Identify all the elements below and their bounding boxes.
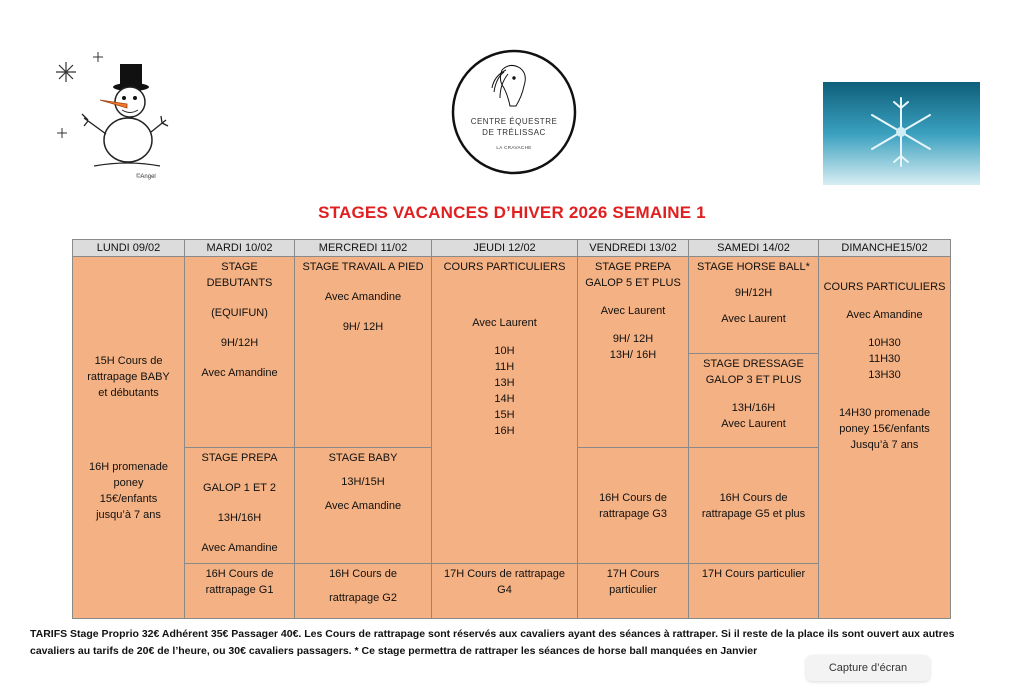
cell-line: 13H/16H [731,402,776,414]
cell-line: STAGE TRAVAIL A PIED [302,261,424,273]
cell-line: STAGE BABY [328,452,398,464]
cell-line: Avec Laurent [721,313,786,325]
cell-samedi-stage-dressage [689,354,819,448]
cell-line: STAGE DRESSAGE [703,358,804,370]
day-header-mardi: MARDI 10/02 [185,240,295,257]
snowman-illustration [48,48,176,188]
cell-line: GALOP 5 ET PLUS [585,277,681,289]
cell-mercredi-travail-a-pied [295,257,432,448]
cell-line: 16H Cours de [329,568,397,580]
cell-line: Avec Amandine [324,291,402,303]
cell-line: STAGE DEBUTANTS [206,261,273,289]
cell-line: 16H [494,425,515,437]
cell-line: Avec Amandine [201,542,278,554]
cell-line: 9H/12H [220,337,259,349]
cell-line: 11H30 [868,353,901,365]
cell-line: (EQUIFUN) [211,307,268,319]
cell-line: Avec Laurent [600,305,666,317]
screenshot-capture-label[interactable]: Capture d’écran [806,655,930,681]
cell-line: particulier [609,584,657,596]
cell-line: 15H [494,409,515,421]
cell-line: rattrapage G1 [205,584,274,596]
day-header-vendredi: VENDREDI 13/02 [578,240,689,257]
snowflake-small-icon [56,62,76,82]
snowflake-photo [823,82,980,185]
cell-line: rattrapage G3 [599,507,667,520]
cell-samedi-horse-ball [689,257,819,354]
cell-samedi-rattrapage-g5 [689,448,819,564]
cell-jeudi-rattrapage-g4 [432,564,578,619]
cell-line: 16H Cours de [205,568,274,580]
day-header-jeudi: JEUDI 12/02 [432,240,578,257]
cell-samedi-cours-particulier [689,564,819,619]
day-header-mercredi: MERCREDI 11/02 [295,240,432,257]
cell-lundi [73,257,185,619]
page-title: STAGES VACANCES D’HIVER 2026 SEMAINE 1 [318,203,706,222]
schedule-table [72,239,951,619]
tarifs-line2: cavaliers au tarifs de 20€ de l’heure, ou 30€ cavaliers passagers. * Ce stage permettra de rattraper les séances de horse ball manquées en Janvier [30,645,758,657]
logo-line3: LA CRAVACHE [496,145,532,150]
tarifs-line1: TARIFS Stage Proprio 32€ Adhérent 35€ Passager 40€. Les Cours de rattrapage sont réservés aux cavaliers ayant des séances à rattraper. Si il reste de la place ils sont ouvert aux autres [30,628,955,640]
cell-line: 14H [494,393,515,405]
cell-dimanche [819,257,951,619]
logo-line1: CENTRE ÉQUESTRE [470,117,558,126]
cell-line: rattrapage BABY [87,370,170,383]
cell-line: 16H promenade [89,460,168,473]
cell-vendredi-cours-particulier [578,564,689,619]
cell-line: GALOP 1 ET 2 [203,482,276,494]
cell-line: et débutants [98,386,159,399]
cell-line: GALOP 3 ET PLUS [705,374,802,386]
cell-line: 10H [494,345,515,357]
cell-line: G4 [497,584,512,596]
cell-line: 17H Cours [606,568,660,580]
cell-line: 13H30 [868,369,901,381]
cell-line: rattrapage G2 [329,592,397,604]
cell-mardi-stage-prepa [185,448,295,564]
cell-line: 14H30 promenade [838,407,931,419]
cell-line: 13H [494,377,515,389]
day-header-lundi: LUNDI 09/02 [73,240,185,257]
cell-line: Avec Amandine [201,367,278,379]
cell-line: 15H Cours de [94,354,163,367]
equestrian-centre-logo [450,48,578,176]
cell-line: 13H/16H [217,512,262,524]
cell-line: 16H Cours de [599,491,667,504]
cell-line: Avec Laurent [721,418,786,430]
cell-mercredi-stage-baby [295,448,432,564]
cell-line: 16H Cours de [719,491,788,504]
cell-line: 17H Cours de rattrapage [443,568,566,580]
cell-line: Jusqu’à 7 ans [850,439,919,451]
cell-line: rattrapage G5 et plus [701,507,806,520]
cell-line: COURS PARTICULIERS [823,281,946,293]
cell-line: jusqu’à 7 ans [96,508,161,521]
cell-line: Avec Laurent [472,317,537,329]
cell-line: poney 15€/enfants [839,423,930,435]
cell-line: 11H [494,361,515,373]
logo-line2: DE TRÉLISSAC [482,128,546,137]
cell-line: 15€/enfants [99,492,158,505]
cell-line: 13H/15H [341,476,385,488]
cell-line: 9H/ 12H [342,321,384,333]
cell-line: 9H/ 12H [612,333,654,345]
cell-line: STAGE PREPA [594,261,671,273]
cell-mardi-rattrapage-g1 [185,564,295,619]
snowman-signature: ©Angel [136,174,156,180]
cell-line: STAGE PREPA [201,452,278,464]
cell-mardi-stage-debutants [185,257,295,448]
cell-line: 13H/ 16H [609,349,657,361]
cell-line: 9H/12H [734,287,773,299]
cell-line: poney [113,476,144,489]
cell-line: Avec Amandine [846,309,923,321]
cell-line: 17H Cours particulier [701,568,806,580]
cell-jeudi-cours-particuliers [432,257,578,564]
cell-mercredi-rattrapage-g2 [295,564,432,619]
cell-line: STAGE HORSE BALL* [697,261,810,273]
cell-line: COURS PARTICULIERS [443,261,566,273]
cell-vendredi-stage-prepa [578,257,689,448]
day-header-row [73,240,951,257]
day-header-samedi: SAMEDI 14/02 [689,240,819,257]
cell-line: Avec Amandine [324,500,402,512]
day-header-dimanche: DIMANCHE15/02 [819,240,951,257]
cell-line: 10H30 [868,337,901,349]
cell-vendredi-rattrapage-g3 [578,448,689,564]
